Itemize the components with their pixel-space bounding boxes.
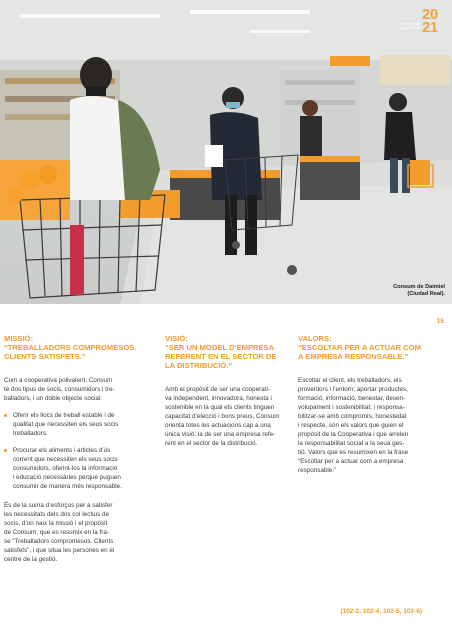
values-column: [298, 334, 424, 483]
mission-heading: MISSIÓ: “TREBALLADORS COMPROMESOS. CLIENTS SATISFETS.”: [4, 334, 137, 361]
values-body: Escoltar el client, els treballadors, els proveïdors i l’entorn; aportar productes, formació, informació, benestar, desen- volupament i sostenibilitat; i responsa- bilitzar-se amb compromís, honestedat i respecte, són els valors que guien el propòsit de la Cooperativa i que arrelen la responsabilitat social a la seua ges- tió. Valors que es resumixen en la frase “Escoltar per a actuar com a empresa responsable.”: [298, 377, 409, 474]
mission-outro: És de la suma d’esforços per a satisfer les necessitats dels dos col·lectius de socis, d’on naix la missió i el propòsit de Consum, que es resumix en la fra- se “Treballadors compromesos. Clients satisfets”, i que situa les persones en el centre de la gestió.: [4, 502, 115, 563]
photo-caption: Consum de Daimiel (Ciudad Real).: [393, 284, 445, 297]
year-top: 20: [422, 6, 438, 23]
year-bottom: 21: [422, 19, 438, 36]
mission-bullets: [4, 411, 154, 491]
vision-body: Amb el propòsit de ser una cooperati- va independent, innovadora, honesta i sostenible en la qual els clients tinguen capacitat d’elecció i bons preus, Consum orienta totes les actuacions cap a una única visió: la de ser una empresa refe- rent en el sector de la distribució.: [165, 386, 280, 447]
gri-references: (102-2, 102-4, 102-5, 102-6): [340, 608, 422, 615]
list-item: [4, 411, 154, 438]
page-number: 15: [436, 318, 444, 325]
report-brand: [390, 8, 446, 36]
report-year: [422, 8, 446, 34]
mission-intro: Com a cooperativa polivalent, Consum té dos tipus de socis, consumidors i tre- balladors, i un doble objecte social:: [4, 377, 115, 402]
bullet-icon: [4, 449, 7, 452]
supermarket-scene: [0, 0, 452, 304]
bullet-text: Oferir els llocs de treball estable i de qualitat que necessiten els seus socis treballadors.: [13, 412, 119, 437]
store-photo: [0, 0, 452, 304]
vision-column: [165, 334, 285, 456]
report-label: Memòria de sostenibilitat: [400, 22, 420, 31]
bullet-text: Procurar els aliments i articles d’ús corrent que necessiten els seus socis consumidors, oferint-los la informació i educació necessàries perquè puguen consumir de manera més responsable.: [13, 447, 122, 490]
vision-heading: VISIÓ: “SER UN MODEL D’EMPRESA REFERENT EN EL SECTOR DE LA DISTRIBUCIÓ.”: [165, 334, 277, 370]
list-item: [4, 446, 154, 491]
mission-column: [4, 334, 154, 572]
values-heading: VALORS: “ESCOLTAR PER A ACTUAR COM A EMPRESA RESPONSABLE.”: [298, 334, 421, 361]
bullet-icon: [4, 414, 7, 417]
